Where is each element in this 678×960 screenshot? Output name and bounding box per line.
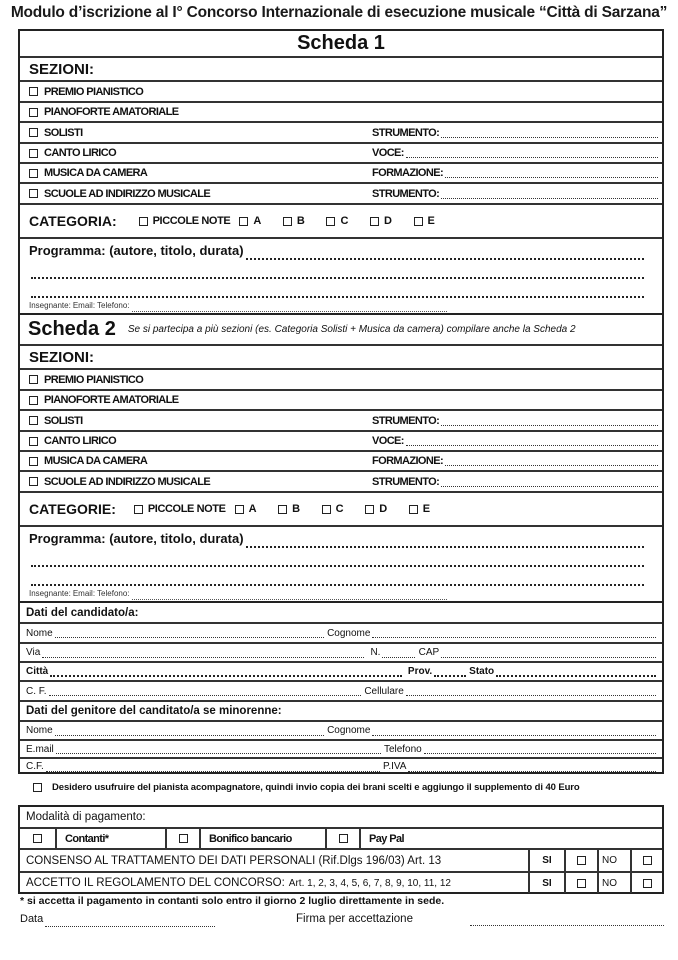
section-label: PIANOFORTE AMATORIALE [44, 394, 179, 406]
section-option [20, 455, 147, 467]
section-detail-label: VOCE: [372, 147, 404, 159]
scheda-2-title: Scheda 2 [28, 318, 116, 340]
parent-cf-label: C.F. [26, 761, 44, 772]
category-checkbox[interactable] [239, 217, 248, 226]
section-detail-label: FORMAZIONE: [372, 455, 444, 467]
consent-yes-label: SI [542, 877, 552, 889]
accompanist-option [33, 782, 580, 793]
consent-label: ACCETTO IL REGOLAMENTO DEL CONCORSO: [26, 877, 285, 889]
category-row-2 [20, 491, 662, 525]
section-checkbox[interactable] [29, 108, 38, 117]
section-detail-label: STRUMENTO: [372, 126, 440, 139]
program-block-2 [20, 525, 662, 603]
section-option [20, 106, 178, 118]
teacher-label-2: Insegnante: [29, 589, 71, 598]
category-label-text: B [292, 503, 300, 515]
section-option [20, 127, 83, 139]
program-input-1[interactable] [246, 252, 644, 260]
program-input-2-1[interactable] [246, 540, 644, 548]
section-option [20, 188, 210, 200]
section-checkbox[interactable] [29, 189, 38, 198]
section-detail-input[interactable] [441, 479, 658, 487]
candidate-cf-row [20, 680, 662, 700]
teacher-label: Insegnante: [29, 301, 71, 310]
section-row [20, 450, 662, 470]
candidate-address-row [20, 642, 662, 661]
date-field [20, 913, 215, 925]
sezioni-header-2 [20, 344, 662, 368]
prov-input[interactable] [434, 669, 466, 677]
consent-row [20, 871, 662, 893]
section-detail-field [372, 415, 658, 427]
scheda-1-title: Scheda 1 [297, 32, 385, 54]
category-label-text: E [427, 215, 435, 227]
section-checkbox[interactable] [29, 128, 38, 137]
teacher-line-2 [29, 589, 658, 598]
signature-label: Firma per accettazione [296, 913, 413, 925]
parent-cognome-input[interactable] [372, 728, 656, 736]
parent-email-input[interactable] [56, 746, 381, 754]
parent-email-row [20, 739, 662, 757]
parent-cf-input[interactable] [46, 764, 380, 772]
section-detail-field [372, 455, 658, 467]
parent-email-label: E.mail [26, 743, 54, 755]
scheda-2-header [20, 315, 662, 344]
cellulare-input[interactable] [406, 688, 656, 696]
category-option [134, 503, 226, 515]
section-detail-input[interactable] [441, 130, 658, 138]
category-label-text: C [335, 503, 344, 515]
payment-title: Modalità di pagamento: [26, 811, 146, 823]
payment-option-bonifico: Bonifico bancario [209, 832, 292, 845]
consent-label: CONSENSO AL TRATTAMENTO DEI DATI PERSONALI (Rif.Dlgs 196/03) Art. 13 [26, 854, 442, 867]
section-checkbox[interactable] [29, 477, 38, 486]
section-detail-field [372, 127, 658, 139]
parent-piva-label: P.IVA [382, 761, 407, 772]
email-label: Email: [72, 301, 96, 310]
category-checkbox[interactable] [139, 217, 148, 226]
nome-label: Nome [26, 627, 53, 639]
category-option [365, 503, 387, 515]
section-option [20, 435, 116, 447]
cognome-label: Cognome [327, 627, 371, 639]
section-detail-input[interactable] [441, 418, 658, 426]
program-input-3[interactable] [31, 290, 644, 298]
payment-box [18, 805, 664, 894]
category-option [139, 215, 231, 227]
category-checkbox[interactable] [278, 505, 287, 514]
category-label: CATEGORIA: [29, 213, 117, 229]
numero-label: N. [370, 647, 381, 658]
section-detail-field [372, 188, 658, 200]
section-detail-label: STRUMENTO: [372, 475, 440, 488]
phone-label-2: Telefono: [97, 589, 130, 598]
section-detail-field [372, 476, 658, 488]
consent-no-label: NO [602, 877, 617, 889]
section-checkbox[interactable] [29, 169, 38, 178]
payment-options-row [20, 827, 662, 848]
consent-yes-label: SI [542, 855, 552, 866]
parent-telefono-input[interactable] [424, 746, 656, 754]
scheda-1-header [20, 31, 662, 56]
section-checkbox[interactable] [29, 396, 38, 405]
section-row [20, 101, 662, 121]
program-block [20, 237, 662, 315]
parent-cf-row [20, 757, 662, 774]
section-label: MUSICA DA CAMERA [44, 167, 148, 179]
section-label: SCUOLE AD INDIRIZZO MUSICALE [44, 187, 211, 200]
sezioni-header [20, 56, 662, 80]
parent-telefono-label: Telefono [383, 743, 422, 755]
category-label-text: PICCOLE NOTE [152, 215, 231, 227]
category-checkbox[interactable] [235, 505, 244, 514]
category-option [414, 215, 435, 227]
category-checkbox[interactable] [414, 217, 423, 226]
candidate-title: Dati del candidato/a: [26, 606, 139, 619]
section-label: SCUOLE AD INDIRIZZO MUSICALE [44, 475, 211, 488]
cognome-input[interactable] [372, 630, 656, 638]
nome-input[interactable] [55, 630, 324, 638]
section-row [20, 430, 662, 450]
section-row [20, 121, 662, 142]
section-label: PIANOFORTE AMATORIALE [44, 106, 179, 118]
cellulare-label: Cellulare [364, 685, 404, 697]
phone-input[interactable] [132, 306, 448, 312]
section-detail-input[interactable] [406, 150, 658, 158]
category-label-text: D [379, 503, 387, 515]
section-checkbox[interactable] [29, 149, 38, 158]
consent-yes-checkbox[interactable] [577, 856, 586, 865]
category-label-text: E [422, 503, 430, 515]
parent-piva-input[interactable] [408, 764, 656, 772]
category-checkbox[interactable] [370, 217, 379, 226]
category-option [409, 503, 430, 515]
category-checkbox[interactable] [409, 505, 418, 514]
candidate-city-row [20, 661, 662, 680]
program-label-2: Programma: (autore, titolo, durata) [29, 531, 244, 546]
date-input[interactable] [45, 917, 215, 927]
category-option [278, 503, 300, 515]
category-option [326, 215, 348, 227]
parent-header [20, 700, 662, 720]
section-checkbox[interactable] [29, 457, 38, 466]
section-option [20, 167, 147, 179]
accompanist-checkbox[interactable] [33, 783, 42, 792]
section-option [20, 86, 143, 98]
section-row [20, 470, 662, 491]
section-row [20, 182, 662, 203]
category-option [322, 503, 344, 515]
section-detail-input[interactable] [406, 438, 658, 446]
parent-nome-input[interactable] [55, 728, 324, 736]
candidate-header [20, 603, 662, 622]
category-checkbox[interactable] [322, 505, 331, 514]
consent-no-checkbox[interactable] [643, 879, 652, 888]
category-option [239, 215, 261, 227]
section-detail-label: FORMAZIONE: [372, 167, 444, 179]
section-row [20, 142, 662, 162]
section-row [20, 368, 662, 389]
payment-checkbox-paypal[interactable] [339, 834, 348, 843]
section-detail-input[interactable] [445, 170, 658, 178]
section-option [20, 415, 83, 427]
section-detail-input[interactable] [441, 191, 658, 199]
program-line-1 [29, 243, 644, 258]
citta-input[interactable] [50, 669, 402, 677]
category-label-text: D [383, 215, 392, 227]
section-label: SOLISTI [44, 126, 83, 139]
category-checkbox[interactable] [134, 505, 143, 514]
section-option [20, 374, 143, 386]
program-input-2[interactable] [31, 271, 644, 279]
section-checkbox[interactable] [29, 375, 38, 384]
cf-label: C. F. [26, 685, 47, 697]
sezioni-label: SEZIONI: [29, 60, 95, 78]
category-checkbox[interactable] [365, 505, 374, 514]
section-checkbox[interactable] [29, 437, 38, 446]
section-detail-label: STRUMENTO: [372, 414, 440, 427]
payment-note: * si accetta il pagamento in contanti solo entro il giorno 2 luglio direttamente in sede. [20, 895, 445, 907]
parent-name-row [20, 720, 662, 739]
phone-label: Telefono: [97, 301, 130, 310]
payment-checkbox-contanti[interactable] [33, 834, 42, 843]
signature-input[interactable] [470, 913, 664, 926]
category-label-text: A [253, 215, 261, 227]
accompanist-label: Desidero usufruire del pianista acompagnatore, quindi invio copia dei brani scelti e aggiungo il supplemento di 40 Euro [52, 782, 580, 793]
section-checkbox[interactable] [29, 416, 38, 425]
payment-option-contanti: Contanti* [65, 832, 109, 845]
prov-label: Prov. [407, 666, 433, 677]
parent-title: Dati del genitore del canditato/a se minorenne: [26, 705, 282, 717]
section-option [20, 394, 178, 406]
parent-cognome-label: Cognome [327, 725, 371, 736]
sezioni-label-2: SEZIONI: [29, 348, 95, 366]
category-option [283, 215, 305, 227]
program-label: Programma: (autore, titolo, durata) [29, 243, 244, 258]
section-label: CANTO LIRICO [44, 435, 117, 447]
section-detail-field [372, 147, 658, 159]
section-row [20, 409, 662, 430]
section-detail-input[interactable] [445, 458, 658, 466]
program-input-2-2[interactable] [31, 559, 644, 567]
consent-row [20, 848, 662, 871]
numero-input[interactable] [382, 650, 414, 658]
section-label: CANTO LIRICO [44, 147, 117, 159]
payment-option-paypal: Pay Pal [369, 832, 404, 845]
scheda-2-box [18, 313, 664, 603]
section-row [20, 80, 662, 101]
category-row [20, 203, 662, 237]
category-label-2: CATEGORIE: [29, 501, 116, 517]
section-label: SOLISTI [44, 414, 83, 427]
category-label-text: PICCOLE NOTE [147, 503, 226, 515]
section-label: PREMIO PIANISTICO [44, 373, 144, 386]
section-option [20, 147, 116, 159]
teacher-line [29, 301, 658, 310]
payment-checkbox-bonifico[interactable] [179, 834, 188, 843]
cap-input[interactable] [441, 650, 656, 658]
section-row [20, 162, 662, 182]
section-detail-field [372, 167, 658, 179]
category-label-text: B [296, 215, 305, 227]
cf-input[interactable] [49, 688, 362, 696]
program-input-2-3[interactable] [31, 578, 644, 586]
consent-suffix: Art. 1, 2, 3, 4, 5, 6, 7, 8, 9, 10, 11, 12 [288, 877, 451, 889]
candidate-name-row [20, 622, 662, 642]
citta-label: Città [26, 666, 49, 677]
category-label-text: C [340, 215, 348, 227]
scheda-2-note: Se si partecipa a più sezioni (es. Categoria Solisti + Musica da camera) compilare anche la Scheda 2 [127, 324, 576, 335]
category-checkbox[interactable] [283, 217, 292, 226]
section-label: PREMIO PIANISTICO [44, 85, 144, 98]
section-row [20, 389, 662, 409]
form-title: Modulo d’iscrizione al I° Concorso Internazionale di esecuzione musicale “Città di Sarzana” [10, 4, 668, 21]
phone-input-2[interactable] [132, 594, 448, 600]
category-option [235, 503, 257, 515]
section-detail-field [372, 435, 658, 447]
consent-yes-checkbox[interactable] [577, 879, 586, 888]
category-label-text: A [248, 503, 257, 515]
date-label: Data [20, 913, 44, 925]
personal-data-box [18, 601, 664, 774]
via-input[interactable] [42, 650, 364, 658]
category-option [370, 215, 392, 227]
section-detail-label: VOCE: [372, 435, 404, 447]
scheda-1-box [18, 29, 664, 315]
via-label: Via [26, 647, 41, 658]
consent-no-label: NO [602, 855, 617, 866]
category-checkbox[interactable] [326, 217, 335, 226]
section-checkbox[interactable] [29, 87, 38, 96]
consent-no-checkbox[interactable] [643, 856, 652, 865]
stato-label: Stato [469, 666, 495, 677]
section-detail-label: STRUMENTO: [372, 187, 440, 200]
parent-nome-label: Nome [26, 725, 53, 736]
payment-header [20, 807, 662, 827]
section-option [20, 476, 210, 488]
cap-label: CAP [418, 647, 440, 658]
section-label: MUSICA DA CAMERA [44, 455, 148, 467]
stato-input[interactable] [496, 669, 656, 677]
email-label-2: Email: [72, 589, 96, 598]
